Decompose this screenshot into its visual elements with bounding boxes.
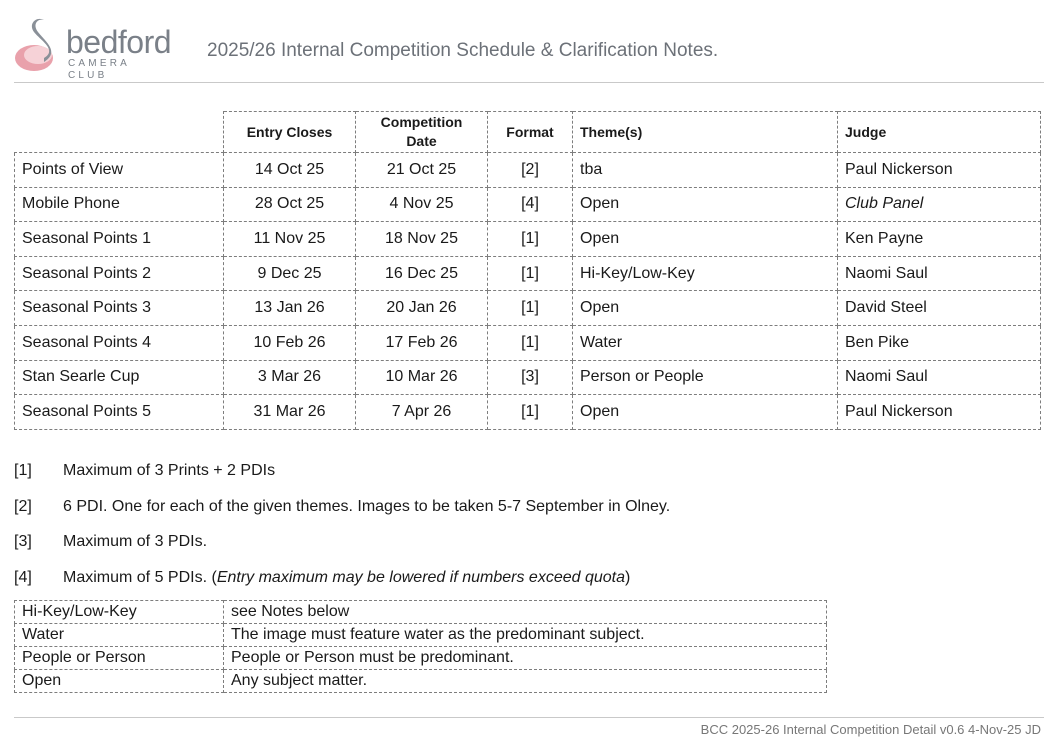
note-item [14,460,1034,496]
format: [1] [488,256,573,291]
column-header-name [15,112,224,153]
note-item [14,567,1034,603]
theme: Person or People [573,360,838,395]
note-key: [2] [14,497,32,515]
page-header [0,0,1054,84]
table-row [15,395,1041,430]
header-divider [14,82,1044,83]
entry-closes: 14 Oct 25 [224,153,356,188]
theme: Hi-Key/Low-Key [573,256,838,291]
note-text: 6 PDI. One for each of the given themes. Images to be taken 5-7 September in Olney. [63,497,671,515]
competition-date: 4 Nov 25 [356,187,488,222]
theme-name: Water [15,624,224,647]
competition-date: 16 Dec 25 [356,256,488,291]
logo-wordmark: bedford [66,24,172,60]
theme: Water [573,325,838,360]
competition-schedule-table [14,111,1041,430]
table-row [15,153,1041,188]
theme-description: Any subject matter. [224,670,827,693]
judge: Paul Nickerson [838,395,1041,430]
competition-name: Seasonal Points 2 [15,256,224,291]
format: [1] [488,291,573,326]
format: [3] [488,360,573,395]
format: [4] [488,187,573,222]
table-row [15,624,827,647]
entry-closes: 9 Dec 25 [224,256,356,291]
column-header-entry-closes: Entry Closes [224,112,356,153]
competition-date: 7 Apr 26 [356,395,488,430]
swan-icon [14,14,62,74]
theme: tba [573,153,838,188]
table-row [15,222,1041,257]
theme-name: Hi-Key/Low-Key [15,601,224,624]
theme-description: People or Person must be predominant. [224,647,827,670]
competition-name: Mobile Phone [15,187,224,222]
entry-closes: 10 Feb 26 [224,325,356,360]
column-header-judge: Judge [838,112,1041,153]
competition-date: 18 Nov 25 [356,222,488,257]
competition-name: Seasonal Points 4 [15,325,224,360]
column-header-format: Format [488,112,573,153]
judge: Ken Payne [838,222,1041,257]
logo-subtitle: CAMERA CLUB [68,58,130,81]
theme: Open [573,291,838,326]
note-item [14,496,1034,532]
note-italic-text: Entry maximum may be lowered if numbers exceed quota [216,568,625,586]
note-key: [3] [14,533,32,550]
club-logo [14,14,174,81]
theme: Open [573,187,838,222]
table-row [15,187,1041,222]
note-item [14,531,1034,567]
footer-divider [14,717,1044,718]
entry-closes: 28 Oct 25 [224,187,356,222]
entry-closes: 31 Mar 26 [224,395,356,430]
entry-closes: 3 Mar 26 [224,360,356,395]
competition-name: Points of View [15,153,224,188]
competition-name: Seasonal Points 5 [15,395,224,430]
note-text: Maximum of 3 Prints + 2 PDIs [63,462,276,479]
judge: David Steel [838,291,1041,326]
note-key: [1] [14,462,32,479]
note-text-tail: ) [625,568,631,586]
theme: Open [573,222,838,257]
table-row [15,291,1041,326]
format: [1] [488,395,573,430]
theme-description: The image must feature water as the predominant subject. [224,624,827,647]
competition-name: Seasonal Points 1 [15,222,224,257]
column-header-themes: Theme(s) [573,112,838,153]
note-text: Maximum of 3 PDIs. [63,533,208,550]
competition-name: Seasonal Points 3 [15,291,224,326]
entry-closes: 11 Nov 25 [224,222,356,257]
note-text: Maximum of 5 PDIs. ( [63,568,217,586]
table-row [15,647,827,670]
document-footer: BCC 2025-26 Internal Competition Detail v0.6 4-Nov-25 JD [700,722,1041,737]
judge: Naomi Saul [838,360,1041,395]
note-key: [4] [14,568,32,586]
column-header-competition-date [356,112,488,153]
judge: Club Panel [838,187,1041,222]
judge: Naomi Saul [838,256,1041,291]
format: [2] [488,153,573,188]
table-row [15,256,1041,291]
table-row [15,670,827,693]
format: [1] [488,325,573,360]
table-row [15,325,1041,360]
theme-description: see Notes below [224,601,827,624]
entry-closes: 13 Jan 26 [224,291,356,326]
table-row [15,601,827,624]
competition-date: 21 Oct 25 [356,153,488,188]
judge: Paul Nickerson [838,153,1041,188]
competition-date: 20 Jan 26 [356,291,488,326]
theme-definitions-table [14,600,827,693]
theme-name: Open [15,670,224,693]
format: [1] [488,222,573,257]
page-title: 2025/26 Internal Competition Schedule & Clarification Notes. [207,40,719,61]
competition-date: 10 Mar 26 [356,360,488,395]
format-notes [14,460,1034,602]
judge: Ben Pike [838,325,1041,360]
table-header-row [15,112,1041,153]
theme: Open [573,395,838,430]
competition-date: 17 Feb 26 [356,325,488,360]
note-text-group [63,567,630,589]
competition-name: Stan Searle Cup [15,360,224,395]
table-row [15,360,1041,395]
column-header-competition-date-label: Competition Date [380,114,463,149]
theme-name: People or Person [15,647,224,670]
